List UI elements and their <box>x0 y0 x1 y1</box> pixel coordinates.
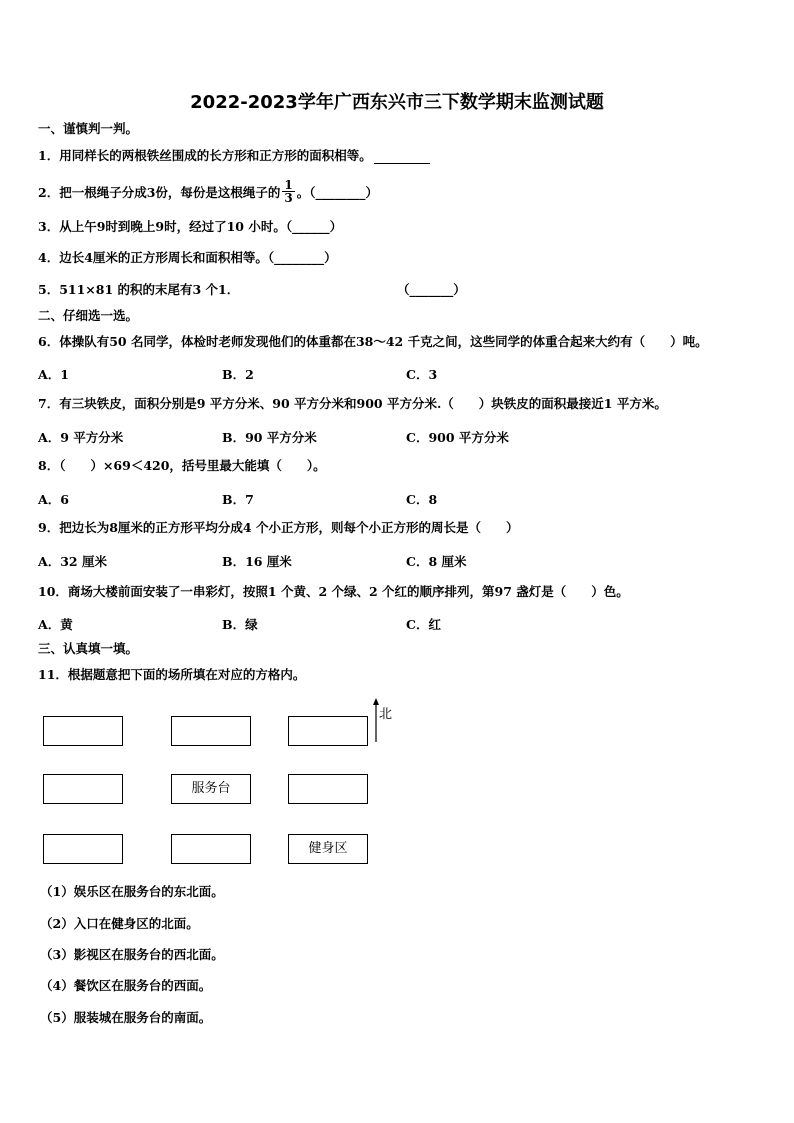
condition-4: （4）餐饮区在服务台的西面。 <box>40 978 212 993</box>
grid-cell-service-desk: 服务台 <box>171 774 251 804</box>
option-b[interactable]: B．绿 <box>222 617 258 632</box>
option-a[interactable]: A．32 厘米 <box>38 554 107 569</box>
section-heading-judge: 一、谨慎判一判。 <box>38 121 139 136</box>
north-label: 北 <box>379 707 393 722</box>
question-1 <box>38 148 430 164</box>
condition-1: （1）娱乐区在服务台的东北面。 <box>40 884 224 899</box>
question-5: 5．511×81 的积的末尾有3 个1． <box>38 282 240 297</box>
grid-cell[interactable] <box>43 716 123 746</box>
condition-5: （5）服装城在服务台的南面。 <box>40 1010 212 1025</box>
question-4: 4．边长4厘米的正方形周长和面积相等。（________） <box>38 250 337 265</box>
question-6: 6．体操队有50 名同学，体检时老师发现他们的体重都在38～42 千克之间，这些同学的体重合起来大约有（ ）吨。 <box>38 334 708 349</box>
grid-cell-gym: 健身区 <box>288 834 368 864</box>
question-2-blank[interactable]: 。（________） <box>296 185 379 200</box>
option-a[interactable]: A．黄 <box>38 617 73 632</box>
question-2 <box>38 178 379 206</box>
option-a[interactable]: A．6 <box>38 492 69 507</box>
grid-cell[interactable] <box>43 834 123 864</box>
option-a[interactable]: A．1 <box>38 367 69 382</box>
question-1-text: 1．用同样长的两根铁丝围成的长方形和正方形的面积相等。 <box>38 148 372 163</box>
question-10: 10．商场大楼前面安装了一串彩灯，按照1 个黄、2 个绿、2 个红的顺序排列，第97 盏灯是（ ）色。 <box>38 584 629 599</box>
answer-blank-5[interactable]: （_______） <box>397 282 466 297</box>
fraction-numerator: 1 <box>284 178 293 192</box>
grid-cell[interactable] <box>171 834 251 864</box>
option-b[interactable]: B．90 平方分米 <box>222 430 317 445</box>
grid-cell[interactable] <box>288 774 368 804</box>
question-9: 9．把边长为8厘米的正方形平均分成4 个小正方形，则每个小正方形的周长是（ ） <box>38 520 519 535</box>
question-11: 11．根据题意把下面的场所填在对应的方格内。 <box>38 667 306 682</box>
option-a[interactable]: A．9 平方分米 <box>38 430 124 445</box>
question-7: 7．有三块铁皮，面积分别是9 平方分米、90 平方分米和900 平方分米.（ ）块铁皮的面积最接近1 平方米。 <box>38 396 667 411</box>
grid-cell[interactable] <box>171 716 251 746</box>
answer-blank-1[interactable] <box>374 150 430 164</box>
question-3: 3．从上午9时到晚上9时，经过了10 小时。（______） <box>38 219 343 234</box>
page-title: 2022-2023学年广西东兴市三下数学期末监测试题 <box>190 92 604 113</box>
option-b[interactable]: B．7 <box>222 492 254 507</box>
condition-2: （2）入口在健身区的北面。 <box>40 916 199 931</box>
fraction-denominator: 3 <box>284 191 293 205</box>
option-c[interactable]: C．红 <box>406 617 441 632</box>
option-c[interactable]: C．8 厘米 <box>406 554 467 569</box>
option-c[interactable]: C．900 平方分米 <box>406 430 509 445</box>
section-heading-fill: 三、认真填一填。 <box>38 641 139 656</box>
option-b[interactable]: B．16 厘米 <box>222 554 292 569</box>
question-8: 8．（ ）×69＜420，括号里最大能填（ ）。 <box>38 458 326 473</box>
question-2-text: 2．把一根绳子分成3份，每份是这根绳子的 <box>38 185 281 200</box>
condition-3: （3）影视区在服务台的西北面。 <box>40 947 224 962</box>
grid-cell[interactable] <box>288 716 368 746</box>
grid-cell[interactable] <box>43 774 123 804</box>
option-c[interactable]: C．8 <box>406 492 438 507</box>
fraction <box>282 179 294 204</box>
option-c[interactable]: C．3 <box>406 367 438 382</box>
option-b[interactable]: B．2 <box>222 367 254 382</box>
section-heading-choose: 二、仔细选一选。 <box>38 308 139 323</box>
